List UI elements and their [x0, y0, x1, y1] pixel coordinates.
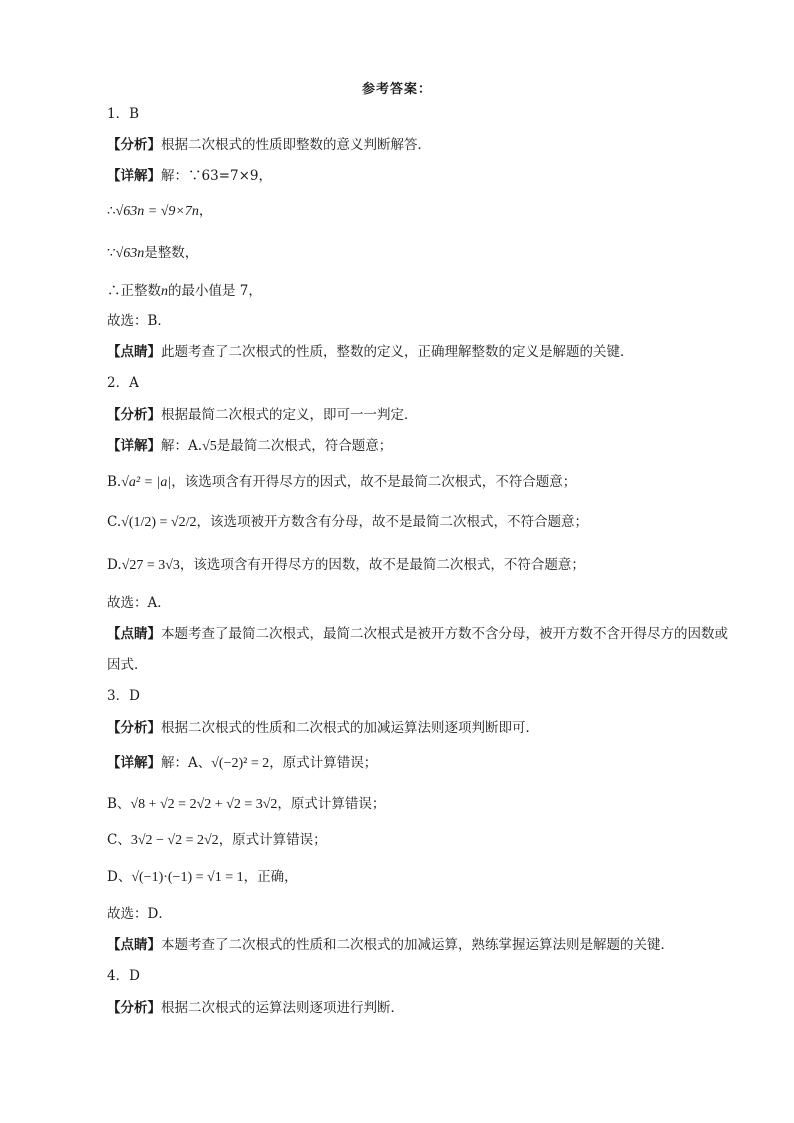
q2-number: 2．A — [107, 375, 139, 391]
q3-option-c: C、3√2 − √2 = 2√2，原式计算错误； — [107, 832, 327, 848]
q3-analysis: 【分析】根据二次根式的性质和二次根式的加减运算法则逐项判断即可． — [107, 720, 539, 736]
q1-comment — [107, 342, 727, 362]
q1-detail — [107, 166, 727, 186]
q2-option-c: C.√(1/2) = √2/2，该选项被开方数含有分母，故不是最简二次根式，不符合题意； — [107, 514, 589, 530]
q2-detail-a: 【详解】解：A.√5是最简二次根式，符合题意； — [107, 438, 393, 454]
math-formula: √5 — [202, 439, 217, 454]
q2-option-b: B.√a² = |a|，该选项含有开得尽方的因式，故不是最简二次根式，不符合题意； — [107, 474, 577, 490]
math-variable: n — [161, 284, 168, 299]
q2-comment: 【点睛】本题考查了最简二次根式，最简二次根式是被开方数不含分母，被开方数不含开得尽方的因数或 — [107, 626, 728, 642]
math-formula: √(−1)·(−1) = √1 = 1 — [131, 870, 244, 885]
q1-step-2: ∴√63n = √9×7n， — [107, 203, 213, 219]
q4-number: 4．D — [107, 968, 140, 984]
q3-choice: 故选：D． — [107, 906, 172, 922]
q3-option-d: D、√(−1)·(−1) = √1 = 1，正确， — [107, 869, 298, 885]
detail-text: 解：∵63=7×9， — [161, 168, 272, 184]
q3-option-b: B、√8 + √2 = 2√2 + √2 = 3√2，原式计算错误； — [107, 796, 386, 812]
math-formula: √63n = √9×7n — [115, 204, 199, 219]
q1-choice: 故选：B． — [107, 313, 171, 329]
q1-step-4: ∴正整数n的最小值是 7， — [107, 283, 262, 299]
math-formula: 3√2 − √2 = 2√2 — [130, 833, 219, 848]
q2-comment-cont: 因式． — [107, 657, 148, 673]
math-formula: √(1/2) = √2/2 — [121, 515, 197, 530]
q1-number: 1．B — [107, 106, 140, 122]
q2-choice: 故选：A． — [107, 595, 171, 611]
detail-tag: 【详解】 — [107, 168, 161, 184]
math-formula: √27 = 3√3 — [121, 558, 180, 573]
q2-analysis: 【分析】根据最简二次根式的定义，即可一一判定． — [107, 407, 418, 423]
analysis-tag: 【分析】 — [107, 137, 161, 153]
comment-text: 此题考查了二次根式的性质，整数的定义，正确理解整数的定义是解题的关键． — [161, 344, 634, 360]
analysis-text: 根据二次根式的性质即整数的意义判断解答． — [161, 137, 431, 153]
math-formula: √63n — [115, 246, 145, 261]
q4-analysis: 【分析】根据二次根式的运算法则逐项进行判断． — [107, 1000, 404, 1016]
math-formula: √(−2)² = 2 — [211, 756, 270, 771]
q2-option-d: D.√27 = 3√3，该选项含有开得尽方的因数，故不是最简二次根式，不符合题意； — [107, 557, 585, 573]
q3-detail-a: 【详解】解：A、√(−2)² = 2，原式计算错误； — [107, 755, 378, 771]
page-title: 参考答案： — [361, 82, 432, 97]
q3-comment: 【点睛】本题考查了二次根式的性质和二次根式的加减运算，熟练掌握运算法则是解题的关键． — [107, 937, 674, 953]
q1-analysis — [107, 135, 727, 155]
math-formula: √a² = |a| — [121, 475, 172, 490]
comment-tag: 【点睛】 — [107, 344, 161, 360]
q1-step-3: ∵√63n是整数， — [107, 245, 199, 261]
math-formula: √8 + √2 = 2√2 + √2 = 3√2 — [130, 797, 278, 812]
q3-number: 3．D — [107, 688, 140, 704]
